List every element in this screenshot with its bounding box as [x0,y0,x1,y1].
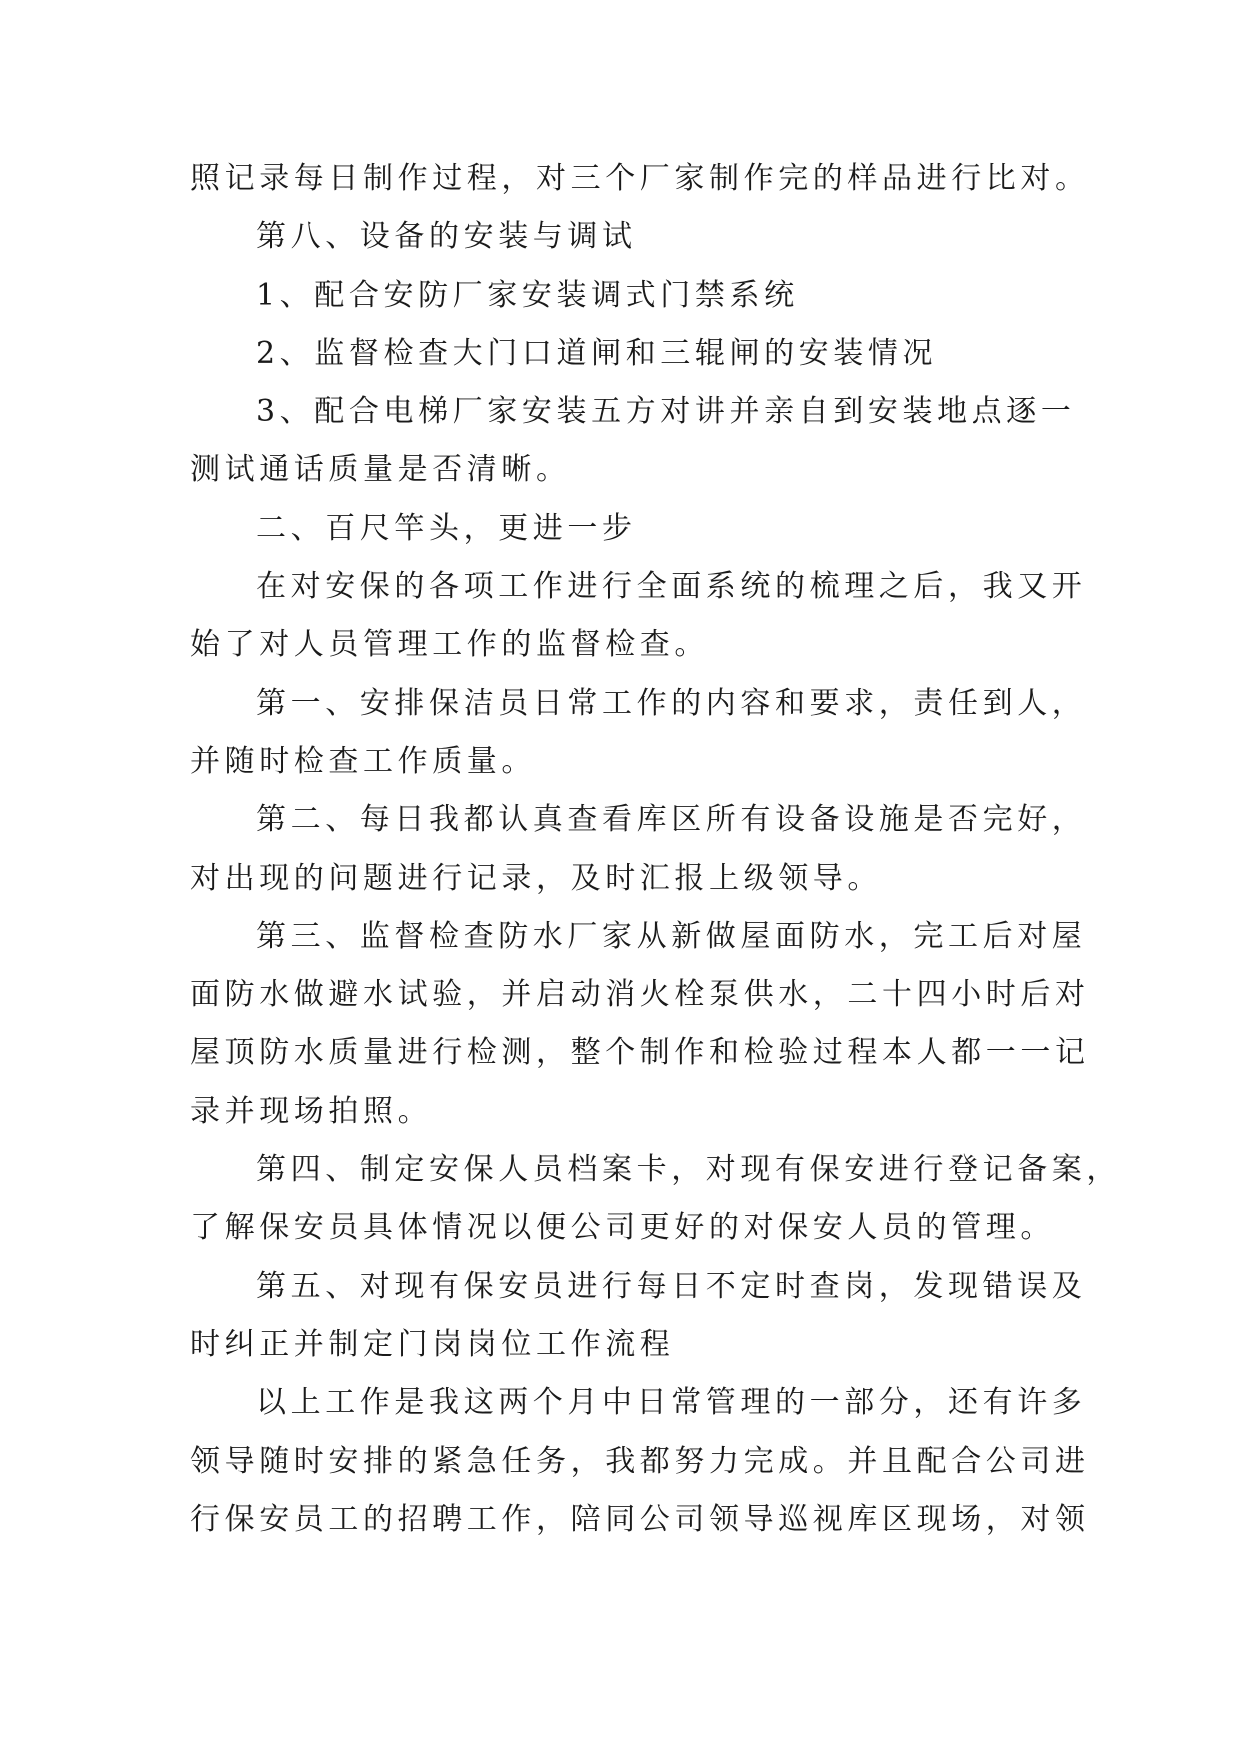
text-line: 录并现场拍照。 [190,1093,433,1129]
text-line: 第二、每日我都认真查看库区所有设备设施是否完好， [256,802,1087,838]
text-line: 照记录每日制作过程，对三个厂家制作完的样品进行比对。 [190,161,1090,196]
text-line: 第四、制定安保人员档案卡，对现有保安进行登记备案， [256,1152,1121,1188]
text-line: 并随时检查工作质量。 [190,743,536,779]
document-page [190,150,1121,1549]
text-line: 面防水做避水试验，并启动消火栓泵供水，二十四小时后对 [190,977,1090,1013]
text-line: 第一、安排保洁员日常工作的内容和要求，责任到人， [256,685,1087,721]
text-line: 行保安员工的招聘工作，陪同公司领导巡视库区现场，对领 [190,1501,1090,1537]
text-line: 时纠正并制定门岗岗位工作流程 [190,1326,675,1362]
text-line: 在对安保的各项工作进行全面系统的梳理之后，我又开 [256,569,1087,605]
text-line: 测试通话质量是否清晰。 [190,452,571,488]
section-heading: 二、百尺竿头，更进一步 [256,510,637,546]
text-line: 以上工作是我这两个月中日常管理的一部分，还有许多 [256,1385,1087,1421]
text-line: 始了对人员管理工作的监督检查。 [190,627,709,663]
text-line: 1、配合安防厂家安装调式门禁系统 [256,277,799,313]
text-line: 3、配合电梯厂家安装五方对讲并亲自到安装地点逐一 [256,394,1076,430]
text-line: 领导随时安排的紧急任务，我都努力完成。并且配合公司进 [190,1443,1090,1479]
text-line: 第八、设备的安装与调试 [256,219,637,255]
text-line: 屋顶防水质量进行检测，整个制作和检验过程本人都一一记 [190,1035,1090,1071]
text-line: 了解保安员具体情况以便公司更好的对保安人员的管理。 [190,1210,1055,1246]
text-line: 第五、对现有保安员进行每日不定时查岗，发现错误及 [256,1268,1087,1304]
text-line: 第三、监督检查防水厂家从新做屋面防水，完工后对屋 [256,918,1087,954]
text-line: 对出现的问题进行记录，及时汇报上级领导。 [190,860,882,896]
text-line: 2、监督检查大门口道闸和三辊闸的安装情况 [256,335,938,371]
